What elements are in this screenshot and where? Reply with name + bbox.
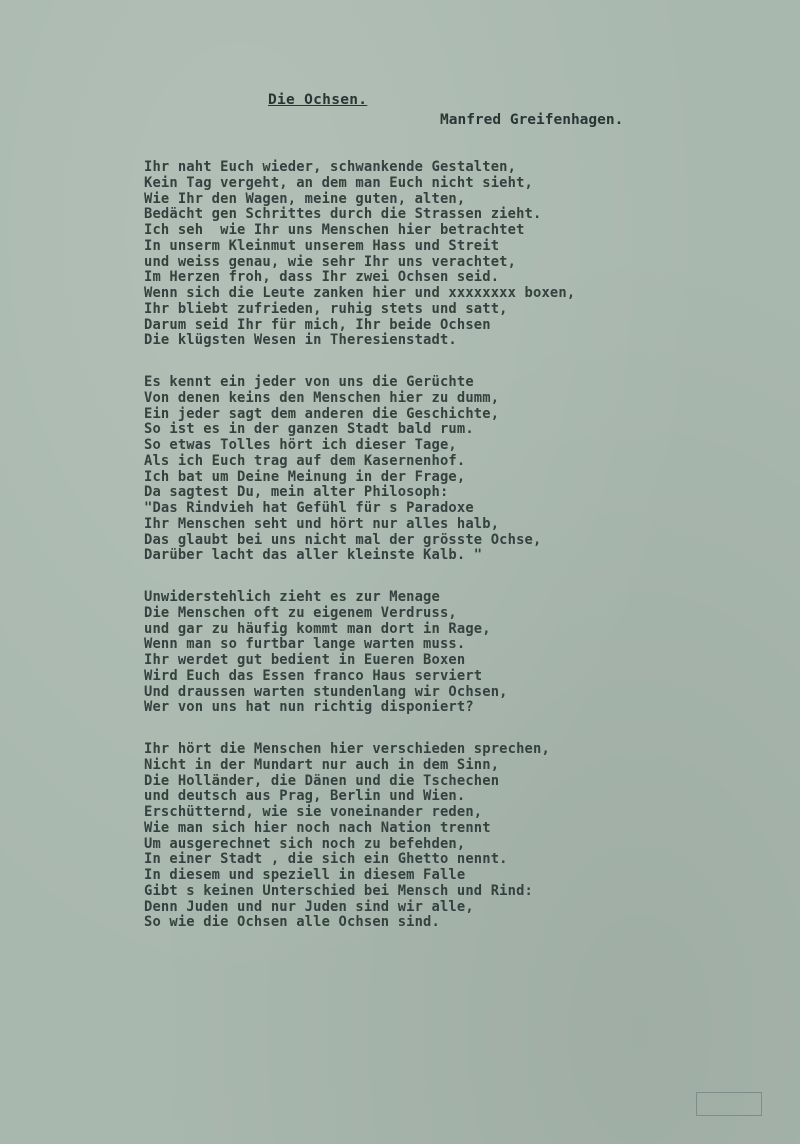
poem-line: Wird Euch das Essen franco Haus serviert	[144, 667, 483, 684]
poem-line: Um ausgerechnet sich noch zu befehden,	[144, 835, 466, 852]
poem-line: Die klügsten Wesen in Theresienstadt.	[144, 332, 457, 349]
poem-line: Es kennt ein jeder von uns die Gerüchte	[144, 374, 474, 390]
poem-author: Manfred Greifenhagen.	[440, 112, 624, 128]
poem-line: So etwas Tolles hört ich dieser Tage,	[144, 437, 457, 453]
poem-line: Von denen keins den Menschen hier zu dumm,	[144, 389, 500, 406]
poem-line: Als ich Euch trag auf dem Kasernenhof.	[144, 452, 466, 469]
poem-line: Darum seid Ihr für mich, Ihr beide Ochsen	[144, 316, 491, 333]
poem-line: Ich seh wie Ihr uns Menschen hier betrachtet	[144, 222, 525, 238]
poem-line: Denn Juden und nur Juden sind wir alle,	[144, 898, 474, 915]
poem-line: Ihr bliebt zufrieden, ruhig stets und satt,	[144, 300, 508, 317]
poem-line: "Das Rindvieh hat Gefühl für s Paradoxe	[144, 500, 474, 516]
poem-line: Ich bat um Deine Meinung in der Frage,	[144, 468, 466, 485]
poem-line: Wie Ihr den Wagen, meine guten, alten,	[144, 190, 466, 207]
poem-line: In unserm Kleinmut unserem Hass und Streit	[144, 237, 500, 254]
poem-line: Darüber lacht das aller kleinste Kalb. "	[144, 547, 483, 564]
poem-line: Im Herzen froh, dass Ihr zwei Ochsen seid.	[144, 269, 500, 286]
poem-line: Gibt s keinen Unterschied bei Mensch und Rind:	[144, 882, 533, 899]
poem-line: Ihr Menschen seht und hört nur alles halb,	[144, 515, 500, 532]
poem-line: Nicht in der Mundart nur auch in dem Sinn,	[144, 756, 500, 773]
poem-line: Wer von uns hat nun richtig disponiert?	[144, 699, 474, 716]
stanza	[144, 160, 644, 349]
poem-line: In einer Stadt , die sich ein Ghetto nennt.	[144, 851, 508, 868]
stanza	[144, 375, 644, 564]
poem-line: Ein jeder sagt dem anderen die Geschichte,	[144, 405, 500, 422]
poem-line: Wie man sich hier noch nach Nation trennt	[144, 819, 491, 836]
poem-line: Ihr naht Euch wieder, schwankende Gestalten,	[144, 159, 517, 175]
poem-line: So wie die Ochsen alle Ochsen sind.	[144, 914, 440, 931]
poem-line: Das glaubt bei uns nicht mal der grösste Ochse,	[144, 531, 542, 548]
poem-line: und deutsch aus Prag, Berlin und Wien.	[144, 788, 466, 805]
archive-stamp	[696, 1092, 762, 1116]
poem-line: Wenn sich die Leute zanken hier und xxxxxxxx boxen,	[144, 285, 576, 301]
poem-line: Und draussen warten stundenlang wir Ochsen,	[144, 683, 508, 700]
stanza	[144, 742, 644, 931]
poem-line: Bedächt gen Schrittes durch die Strassen zieht.	[144, 206, 542, 223]
poem-line: In diesem und speziell in diesem Falle	[144, 867, 466, 883]
poem-title: Die Ochsen.	[268, 92, 368, 108]
poem-line: Kein Tag vergeht, an dem man Euch nicht sieht,	[144, 174, 533, 191]
poem-line: Erschütternd, wie sie voneinander reden,	[144, 804, 483, 820]
poem-line: und gar zu häufig kommt man dort in Rage,	[144, 620, 491, 637]
poem-line: Ihr hört die Menschen hier verschieden sprechen,	[144, 741, 550, 757]
poem-line: Unwiderstehlich zieht es zur Menage	[144, 589, 440, 605]
poem-line: Die Holländer, die Dänen und die Tschechen	[144, 772, 500, 789]
poem-line: Da sagtest Du, mein alter Philosoph:	[144, 484, 449, 501]
poem-line: Die Menschen oft zu eigenem Verdruss,	[144, 604, 457, 621]
poem-line: Ihr werdet gut bedient in Eueren Boxen	[144, 652, 466, 668]
poem-line: Wenn man so furtbar lange warten muss.	[144, 636, 466, 653]
poem-line: und weiss genau, wie sehr Ihr uns verachtet,	[144, 253, 517, 270]
poem-body	[144, 160, 644, 957]
poem-line: So ist es in der ganzen Stadt bald rum.	[144, 421, 474, 438]
stanza	[144, 590, 644, 716]
